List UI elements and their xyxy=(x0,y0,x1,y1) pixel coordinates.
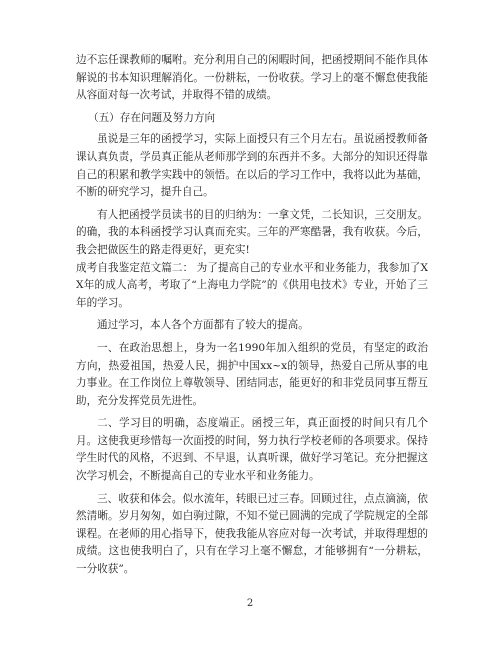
paragraph-improvement: 通过学习，本人各个方面都有了较大的提高。 xyxy=(97,319,309,332)
paragraph-harvest: 三、收获和体会。似水流年，转眼已过三春。回顾过往，点点滴滴，依然清晰。岁月匆匆，如白驹过隙，不知不觉已圆满的完成了学院规定的全部课程。在老师的用心指导下，使我我能从容应对每一次考试，并取得理想的成绩。这也使我明白了，只有在学习上毫不懈怠，才能够拥有“一分耕耘，一分收获”。 xyxy=(76,492,428,576)
page-number: 2 xyxy=(246,598,254,609)
paragraph-problems: 虽说是三年的函授学习，实际上面授只有三个月左右。虽说函授教师备课认真负责，学员真正能从老师那学到的东西并不多。大部分的知识还得靠自己的积累和教学实践中的领悟。在以后的学习工作中，我将以此为基础，不断的研究学习，提升自己。 xyxy=(76,133,428,199)
document-body xyxy=(76,52,428,579)
paragraph-study-goal: 二、学习目的明确，态度端正。函授三年，真正面授的时间只有几个月。这使我更珍惜每一次面授的时间，努力执行学校老师的各项要求。保持学生时代的风格，不迟到、不早退，认真听课，做好学习笔记。充分把握这次学习机会，不断提高自己的专业水平和业务能力。 xyxy=(76,417,428,483)
section-heading-problems: （五）存在问题及努力方向 xyxy=(88,111,216,124)
paragraph-continuation: 边不忘任课教师的嘱咐。充分利用自己的闲暇时间，把函授期间不能作具体解说的书本知识理解消化。一份耕耘，一份收获。学习上的毫不懈怠使我能从容面对每一次考试，并取得不错的成绩。 xyxy=(76,54,428,102)
paragraph-summary: 有人把函授学员读书的目的归纳为：一拿文凭，二长知识，三交朋友。的确，我的本科函授学习认真而充实。三年的严寒酷暑，我有收获。今后，我会把做医生的路走得更好，更充实! xyxy=(76,208,428,256)
paragraph-sample-two-intro: 成考自我鉴定范文篇二： 为了提高自己的专业水平和业务能力，我参加了XX年的成人高考，考取了“上海电力学院”的《供用电技术》专业，开始了三年的学习。 xyxy=(76,261,428,309)
paragraph-politics: 一、在政治思想上，身为一名1990年加入组织的党员，有坚定的政治方向，热爱祖国，热爱人民，拥护中国xx~x的领导，热爱自己所从事的电力事业。在工作岗位上尊敬领导、团结同志，能更好的和非党员同事互帮互助，充分发挥党员先进性。 xyxy=(76,341,428,407)
